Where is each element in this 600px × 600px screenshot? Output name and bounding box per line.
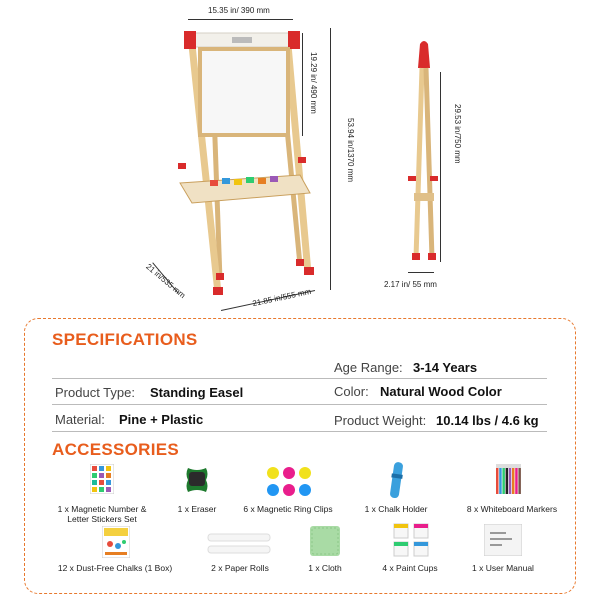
accessory-label-4: 1 x Chalk Holder <box>364 504 428 514</box>
material-value: Pine + Plastic <box>119 412 204 427</box>
paint-cups-icon <box>392 522 432 560</box>
base-width-label: 21.85 in/555 mm <box>251 286 312 309</box>
accessory-label-3: 6 x Magnetic Ring Clips <box>243 504 333 514</box>
product-weight-label: Product Weight: <box>334 413 427 428</box>
total-height-label: 53.94 in/1370 mm <box>346 118 355 183</box>
accessories-title: ACCESSORIES <box>52 440 180 459</box>
depth-label: 21 in/535 mm <box>144 262 188 301</box>
product-weight-value: 10.14 lbs / 4.6 kg <box>436 413 539 428</box>
eraser-icon <box>185 466 209 494</box>
board-height-label: 19.29 in/ 490 mm <box>309 52 318 114</box>
folded-height-label: 29.53 in/750 mm <box>453 104 462 164</box>
age-range-label: Age Range: <box>334 360 403 375</box>
paper-rolls-icon <box>206 532 272 556</box>
color-value: Natural Wood Color <box>380 384 502 399</box>
divider-2 <box>52 404 547 405</box>
folded-depth-line <box>408 272 434 273</box>
color-label: Color: <box>334 384 369 399</box>
divider-3 <box>52 431 547 432</box>
age-range-value: 3-14 Years <box>413 360 478 375</box>
accessory-label-10: 1 x User Manual <box>472 563 534 573</box>
accessory-label-1: 1 x Magnetic Number & Letter Stickers Set <box>57 504 147 524</box>
magnet-clips-icon <box>266 466 312 498</box>
markers-icon <box>496 462 522 496</box>
cloth-icon <box>308 524 342 558</box>
total-height-line <box>330 28 331 290</box>
accessory-label-8: 1 x Cloth <box>308 563 342 573</box>
accessory-label-6: 12 x Dust-Free Chalks (1 Box) <box>57 563 173 573</box>
chalk-box-icon <box>102 526 130 558</box>
product-type-label: Product Type: <box>55 385 135 400</box>
accessory-label-9: 4 x Paint Cups <box>382 563 438 573</box>
accessory-label-5: 8 x Whiteboard Markers <box>466 504 558 514</box>
material-label: Material: <box>55 412 105 427</box>
chalk-holder-icon <box>385 460 407 500</box>
folded-height-line <box>440 72 441 262</box>
specifications-title: SPECIFICATIONS <box>52 330 198 349</box>
top-width-line <box>188 19 293 20</box>
accessory-label-7: 2 x Paper Rolls <box>211 563 269 573</box>
sticker-sheet-icon <box>90 464 114 494</box>
folded-depth-label: 2.17 in/ 55 mm <box>384 280 437 289</box>
product-type-value: Standing Easel <box>150 385 244 400</box>
divider-1 <box>52 378 547 379</box>
board-height-line <box>302 33 303 136</box>
manual-icon <box>484 524 522 556</box>
accessory-label-2: 1 x Eraser <box>177 504 217 514</box>
top-width-label: 15.35 in/ 390 mm <box>208 6 270 15</box>
